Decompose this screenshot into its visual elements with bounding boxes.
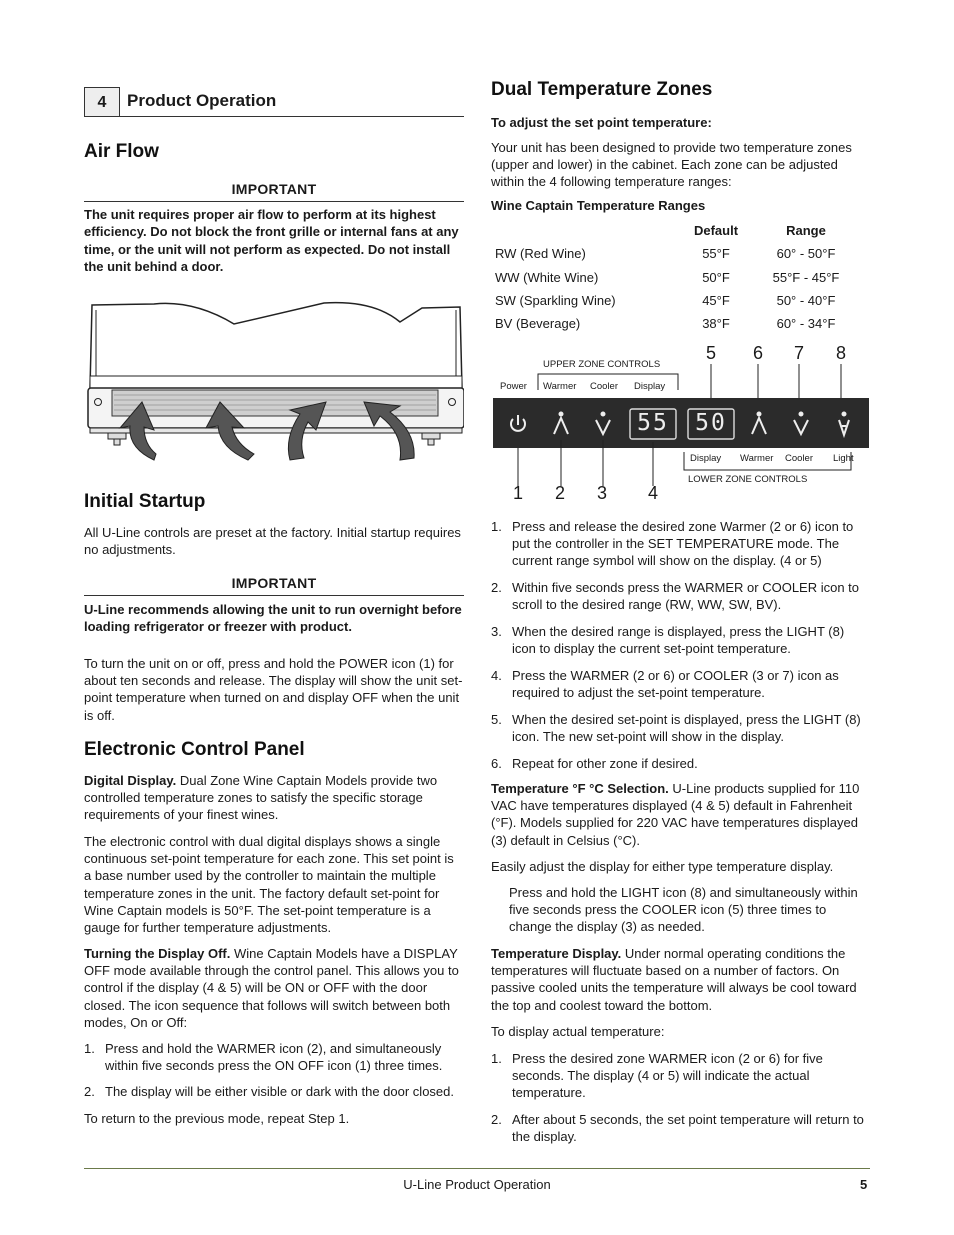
callout-number-6: 6 [753, 343, 764, 363]
list-item: 5. When the desired set-point is displayed, press the LIGHT (8) icon. The new set-point will show in the display. [491, 711, 861, 745]
temp-display-paragraph [491, 945, 871, 1014]
table-row: RW (Red Wine) 55°F 60° - 50°F [495, 246, 836, 262]
col-default-header: Default [693, 223, 739, 239]
digital-display-paragraph [84, 772, 464, 824]
initial-startup-intro: All U-Line controls are preset at the factory. Initial startup requires no adjustments. [84, 525, 461, 558]
air-flow-important-label: IMPORTANT [231, 181, 317, 197]
cooler-bottom-label: Cooler [785, 453, 813, 464]
callout-number-4: 4 [648, 483, 659, 503]
list-item: 1. Press the desired zone WARMER icon (2 or 6) for five seconds. The display (4 or 5) will indicate the actual temperature. [491, 1051, 823, 1101]
easily-adjust-text: Easily adjust the display for either type temperature display. [491, 859, 834, 874]
temp-selection-paragraph [491, 780, 871, 849]
list-item: 2. The display will be either visible or dark with the door closed. [84, 1084, 455, 1100]
list-item: 4. Press the WARMER (2 or 6) or COOLER (3 or 7) icon as required to adjust the set-point temperature. [491, 667, 839, 701]
list-item: 6. Repeat for other zone if desired. [491, 755, 698, 771]
initial-startup-heading: Initial Startup [84, 491, 206, 512]
turning-display-off-text: Wine Captain Models have a DISPLAY OFF mode available through the control panel. This allows you to control if the display (4 & 5) will be ON or OFF with the door closed. The icon sequence that follows will switch between both modes, On or Off: [84, 946, 459, 1030]
turning-display-off-label: Turning the Display Off. [84, 946, 231, 961]
list-item: 2. After about 5 seconds, the set point temperature will return to the display. [491, 1111, 864, 1144]
footer-text: U-Line Product Operation [403, 1177, 551, 1192]
temp-display-label: Temperature Display. [491, 946, 622, 961]
display-top-label: Display [634, 381, 666, 392]
section-number-box [84, 87, 120, 116]
list-item: 3. When the desired range is displayed, press the LIGHT (8) icon to display the current set-point temperature. [491, 624, 845, 657]
upper-zone-display: 55 [637, 410, 669, 436]
to-display-actual-text: To display actual temperature: [491, 1024, 665, 1039]
turning-display-off-paragraph [84, 945, 464, 1031]
table-row: WW (White Wine) 50°F 55°F - 45°F [495, 269, 840, 285]
important-rule [84, 201, 464, 202]
unit-airflow-illustration [84, 298, 464, 468]
section-header-rule [84, 116, 464, 117]
control-panel-graphic [491, 340, 871, 510]
section-header [84, 87, 464, 117]
list-item: 2. Within five seconds press the WARMER or COOLER icon to scroll to the desired range (RW, WW, SW, BV). [491, 580, 860, 613]
callout-number-5: 5 [706, 343, 717, 363]
power-label: Power [500, 381, 527, 392]
light-label: Light [833, 453, 854, 464]
light-cooler-instruction: Press and hold the LIGHT icon (8) and simultaneously within five seconds press the COOLER icon (5) three times to change the display (3) as needed. [509, 885, 858, 935]
table-row: SW (Sparkling Wine) 45°F 50° - 40°F [495, 293, 836, 309]
digital-display-label: Digital Display. [84, 773, 177, 788]
initial-startup-important-label: IMPORTANT [231, 575, 317, 591]
callout-number-2: 2 [555, 483, 566, 503]
callout-number-8: 8 [836, 343, 847, 363]
page-number: 5 [860, 1177, 868, 1192]
upper-zone-label: UPPER ZONE CONTROLS [543, 359, 661, 370]
callout-number-1: 1 [513, 483, 524, 503]
table-row: BV (Beverage) 38°F 60° - 34°F [495, 316, 836, 332]
list-item: 1. Press and hold the WARMER icon (2), and simultaneously within five seconds press the ON OFF icon (1) three times. [84, 1041, 443, 1074]
callout-number-7: 7 [794, 343, 805, 363]
initial-startup-body: To turn the unit on or off, press and hold the POWER icon (1) for about ten seconds and release. The display will show the unit set-point temperature when turned on and display OFF when the unit is off. [84, 656, 463, 723]
temp-selection-text: U-Line products supplied for 110 VAC have temperatures displayed (4 & 5) default in Fahrenheit (°F). Models supplied for 220 VAC have temperatures displayed (3) default in Celsius (°C). [491, 781, 860, 848]
set-temperature-steps [491, 518, 871, 772]
display-bottom-label: Display [690, 453, 722, 464]
control-panel-diagram [491, 340, 871, 510]
initial-startup-important-text: U-Line recommends allowing the unit to run overnight before loading refrigerator or freezer with product. [84, 602, 462, 635]
display-off-steps [84, 1040, 464, 1101]
dual-zones-intro: Your unit has been designed to provide two temperature zones (upper and lower) in the cabinet. Each zone can be adjusted within the 4 following temperature ranges: [491, 140, 852, 190]
warmer-bottom-label: Warmer [740, 453, 774, 464]
list-item: 1. Press and release the desired zone Warmer (2 or 6) icon to put the controller in the SET TEMPERATURE mode. The current range symbol will show on the display. (4 or 5) [491, 519, 854, 569]
temp-selection-label: Temperature °F °C Selection. [491, 781, 669, 796]
dual-zones-subheading: To adjust the set point temperature: [491, 115, 712, 130]
air-flow-important-text: The unit requires proper air flow to perform at its highest efficiency. Do not block the front grille or internal fans at any time, or the unit will not perform as expected. Do not install the unit behind a door. [84, 207, 459, 275]
lower-zone-label: LOWER ZONE CONTROLS [688, 474, 808, 485]
callout-number-3: 3 [597, 483, 608, 503]
footer-rule [84, 1168, 870, 1169]
digital-display-text: Dual Zone Wine Captain Models provide two controlled temperature zones to satisfy the specific storage requirements of your finest wines. [84, 773, 438, 823]
return-previous-mode-text: To return to the previous mode, repeat Step 1. [84, 1111, 350, 1126]
dual-zones-heading: Dual Temperature Zones [491, 79, 713, 100]
section-number: 4 [97, 94, 107, 111]
actual-temperature-steps [491, 1050, 871, 1145]
section-title: Product Operation [127, 91, 277, 110]
col-range-header: Range [786, 223, 826, 239]
control-description-paragraph: The electronic control with dual digital displays shows a single continuous set-point temperature for each zone. This set point is a base number used by the controller to maintain the multiple temperature zones in the unit. The factory default set-point for Wine Captain models is 50°F. The set-point temperature is a gauge for further temperature adjustments. [84, 834, 454, 936]
table-header-row [491, 219, 871, 242]
electronic-control-heading: Electronic Control Panel [84, 739, 305, 760]
warmer-top-label: Warmer [543, 381, 577, 392]
lower-zone-display: 50 [695, 410, 727, 436]
air-flow-heading: Air Flow [84, 141, 159, 162]
important-rule [84, 595, 464, 596]
ranges-table-title: Wine Captain Temperature Ranges [491, 198, 706, 213]
temp-display-text: Under normal operating conditions the temperatures will fluctuate based on a number of factors. On passive cooled units the temperature will always be cool toward the top and coolest toward the bottom. [491, 946, 857, 1013]
temperature-ranges-table [491, 219, 871, 335]
cooler-top-label: Cooler [590, 381, 618, 392]
